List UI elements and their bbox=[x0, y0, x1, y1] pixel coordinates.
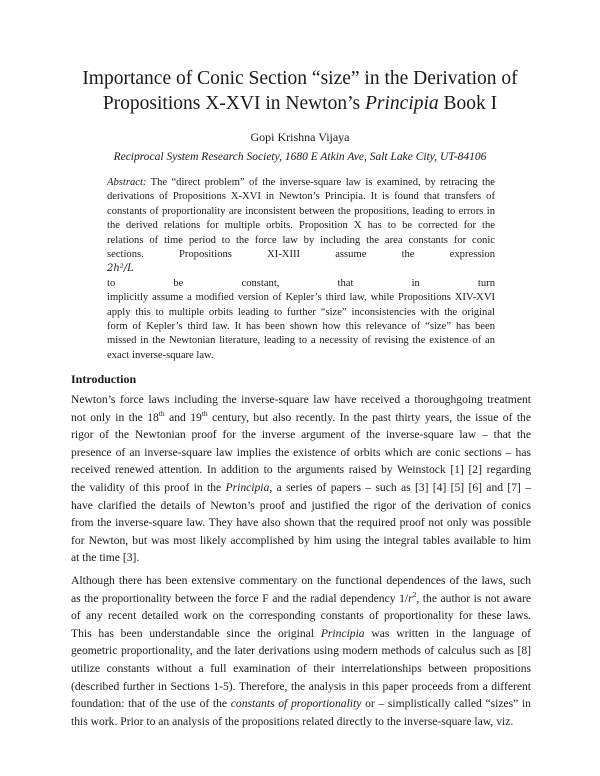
paragraph-line: presence of an inverse-square law implies the existence of orbits which are conic sections – has bbox=[71, 445, 531, 459]
paragraph-line: foundation: that of the use of the constants of proportionality or – simplistically called “sizes” in bbox=[71, 697, 531, 711]
paragraph-line: not only in the 18th and 19th century, but also recently. In the past thirty years, the issue of the bbox=[71, 408, 532, 424]
abstract-line: apply this to multiple orbits leading to further “size” inconsistencies with the original bbox=[107, 306, 495, 318]
principia-italic: Principia bbox=[225, 480, 270, 494]
abstract-line: missed in the Newtonian literature, leading to a necessity of revising the existence of an bbox=[107, 335, 495, 347]
paragraph-line: at the time [3]. bbox=[71, 551, 140, 565]
paragraph-line: of any recent detailed work on the corresponding constants of proportionality for these laws. bbox=[71, 609, 531, 623]
constants-italic: constants of proportionality bbox=[230, 697, 362, 711]
paragraph-line: utilize constants without a full examination of their interrelationships between propositions bbox=[71, 661, 531, 675]
paragraph-line: from the inverse-square law. They have also shown that the required proof not only was possible bbox=[71, 516, 531, 530]
author-name: Gopi Krishna Vijaya bbox=[250, 130, 350, 144]
paragraph-1 bbox=[71, 391, 531, 567]
paragraph-line: rigor of the Newtonian proof for the inverse argument of the inverse-square law – that the bbox=[71, 428, 531, 442]
radius-variable: r bbox=[408, 591, 413, 605]
paragraph-line: the validity of this proof in the Principia, a series of papers – such as [3] [4] [5] [6] and [7] – bbox=[71, 480, 531, 494]
paragraph-line: have clarified the details of Newton’s proof and justified the rigor of the derivation of conics bbox=[71, 498, 531, 512]
abstract-line: relations of time period to the force law by including the area constants for conic bbox=[107, 234, 495, 246]
abstract-math-expression: 2h²/L bbox=[107, 263, 134, 275]
abstract-line: sections. Propositions XI-XIII assume the expression 2h²/L to be constant, that in turn bbox=[107, 249, 495, 289]
abstract-line: the derived relations for multiple orbits. Proposition X has to be corrected for the bbox=[107, 220, 495, 232]
principia-italic: Principia bbox=[320, 626, 365, 640]
paper-title bbox=[60, 66, 540, 116]
paragraph-line: for Newton, but was most likely accomplished by him using the integral tables available to him bbox=[71, 533, 531, 547]
superscript-2: 2 bbox=[412, 589, 417, 599]
paragraph-line: received renewed attention. In addition to the arguments raised by Weinstock [1] [2] regarding bbox=[71, 463, 531, 477]
paragraph-line: this work. Prior to an analysis of the propositions related directly to the inverse-square law, viz. bbox=[71, 714, 514, 728]
abstract-line: derivations of Propositions X-XVI in Newton’s Principia. It is found that transfers of bbox=[107, 191, 495, 203]
abstract bbox=[107, 176, 495, 363]
paragraph-line: as the proportionality between the force F and the radial dependency $1/r^2$, the author is not aware bbox=[71, 589, 531, 605]
paragraph-line: Newton’s force laws including the inverse-square law have received a thoroughgoing treatment bbox=[71, 393, 531, 406]
section-heading-introduction: Introduction bbox=[71, 372, 137, 386]
title-line-1: Importance of Conic Section “size” in the Derivation of bbox=[82, 68, 518, 89]
title-principia: Principia bbox=[365, 93, 439, 114]
paragraph-line: geometric proportionality, and the later derivations using modern methods of calculus such as [8] bbox=[71, 644, 531, 658]
paragraph-line: (described further in Sections 1-5). Therefore, the analysis in this paper proceeds from a different bbox=[71, 679, 531, 693]
abstract-line: exact inverse-square law. bbox=[107, 349, 214, 361]
affiliation: Reciprocal System Research Society, 1680 E Atkin Ave, Salt Lake City, UT-84106 bbox=[113, 151, 487, 163]
title-line-2: Propositions X-XVI in Newton’s Principia Book I bbox=[102, 93, 498, 114]
abstract-line: constants of proportionality are inconsistent between the propositions, leading to errors in bbox=[107, 205, 495, 217]
superscript-th: th bbox=[158, 408, 165, 418]
abstract-line: implicitly assume a modified version of Kepler’s third law, while Propositions XIV-XVI bbox=[107, 292, 495, 304]
abstract-line: Abstract: The “direct problem” of the inverse-square law is examined, by retracing the bbox=[107, 177, 495, 188]
paragraph-line: This has been understandable since the original Principia was written in the language of bbox=[71, 626, 531, 640]
abstract-label: Abstract: bbox=[107, 177, 147, 188]
superscript-th: th bbox=[201, 408, 208, 418]
abstract-line: form of Kepler’s third law. It has been shown how this relevance of “size” has been bbox=[107, 321, 495, 333]
paragraph-2 bbox=[71, 572, 531, 730]
paragraph-line: Although there has been extensive commentary on the functional dependences of the laws, such bbox=[71, 574, 531, 587]
